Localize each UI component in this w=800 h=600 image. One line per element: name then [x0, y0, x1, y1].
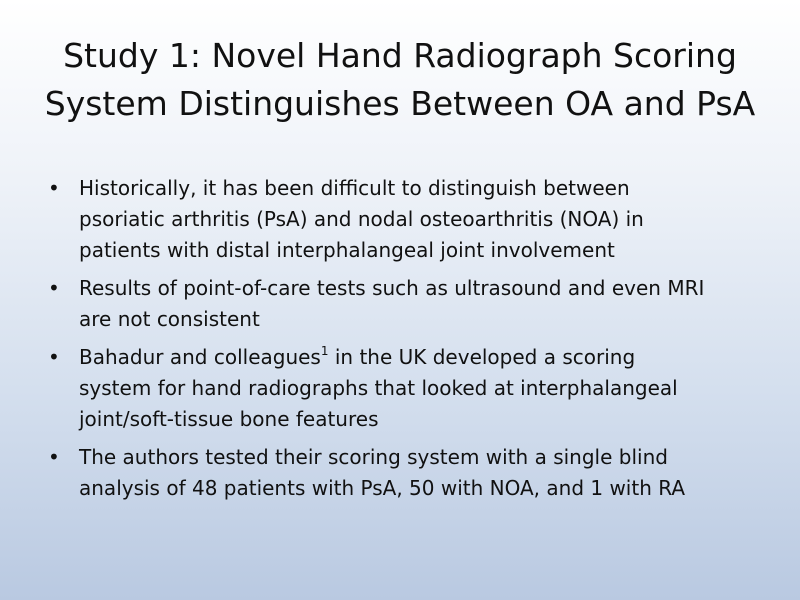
bullet-text-segment: Bahadur and colleagues: [79, 345, 321, 369]
bullet-text-segment: in the UK developed a scoring: [328, 345, 636, 369]
bullet-icon: •: [48, 176, 60, 200]
bullet-text-line: The authors tested their scoring system with a single blind: [79, 445, 668, 469]
bullet-text-line: are not consistent: [79, 307, 260, 331]
bullet-icon: •: [48, 445, 60, 469]
bullet-text-line: analysis of 48 patients with PsA, 50 with NOA, and 1 with RA: [79, 476, 686, 500]
bullet-text-line: system for hand radiographs that looked at interphalangeal: [79, 376, 678, 400]
slide-title-line: Study 1: Novel Hand Radiograph Scoring: [63, 36, 737, 75]
bullet-text-line: psoriatic arthritis (PsA) and nodal osteoarthritis (NOA) in: [79, 207, 644, 231]
bullet-icon: •: [48, 276, 60, 300]
bullet-text-line: Results of point-of-care tests such as ultrasound and even MRI: [79, 276, 705, 300]
bullet-text-line: Historically, it has been difficult to distinguish between: [79, 176, 630, 200]
bullet-list: [48, 173, 768, 511]
bullet-item: [48, 342, 768, 435]
bullet-text-line: patients with distal interphalangeal joint involvement: [79, 238, 615, 262]
slide-title-line: System Distinguishes Between OA and PsA: [44, 84, 756, 123]
bullet-item: [48, 273, 768, 335]
bullet-icon: •: [48, 345, 60, 369]
citation-superscript: 1: [320, 344, 329, 359]
bullet-text-line: joint/soft-tissue bone features: [79, 407, 379, 431]
bullet-text-line: [79, 342, 768, 373]
bullet-item: [48, 173, 768, 266]
slide-title: [30, 32, 770, 128]
bullet-item: [48, 442, 768, 504]
